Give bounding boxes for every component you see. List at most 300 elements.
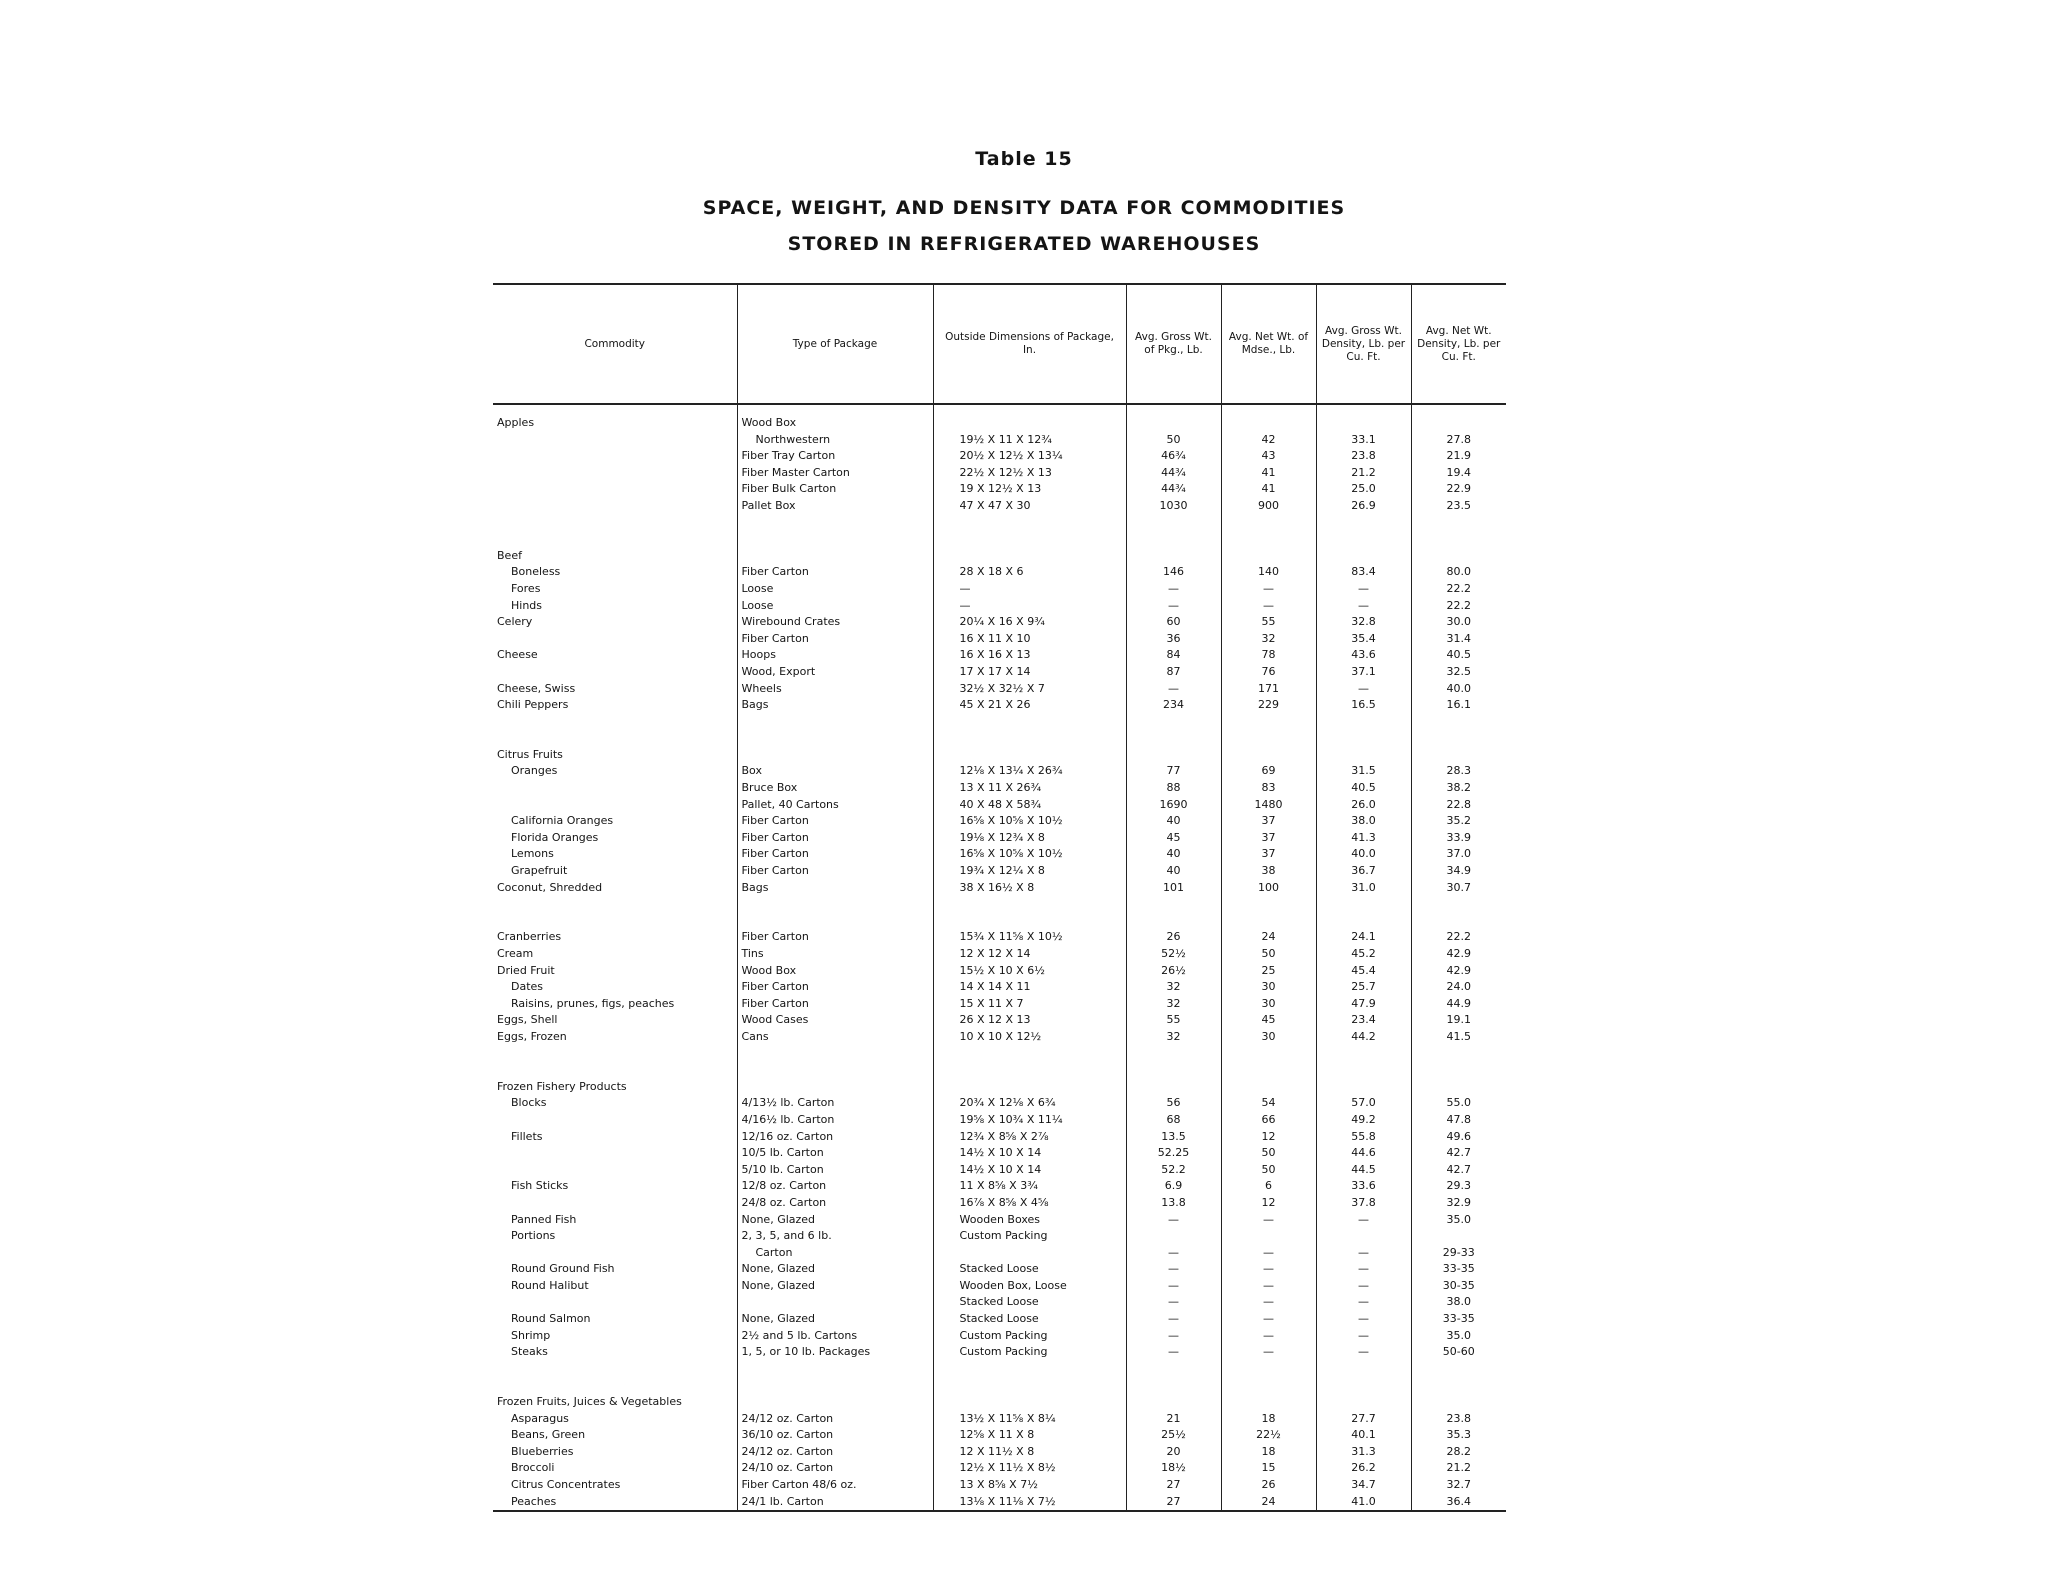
cell-avg-net-weight: 30 — [1221, 996, 1316, 1013]
cell-avg-net-weight: 30 — [1221, 979, 1316, 996]
cell-package-type: 12/8 oz. Carton — [737, 1178, 933, 1195]
header-row — [493, 284, 1506, 404]
cell-avg-gross-density: 36.7 — [1316, 863, 1411, 880]
cell-avg-gross-density: 25.0 — [1316, 481, 1411, 498]
cell-outside-dimensions — [933, 404, 1126, 432]
cell-outside-dimensions — [933, 896, 1126, 913]
cell-avg-net-density: 38.2 — [1411, 780, 1506, 797]
cell-commodity: Fish Sticks — [497, 1179, 569, 1193]
cell-avg-net-density — [1411, 515, 1506, 532]
cell-package-type — [737, 1079, 933, 1096]
cell-commodity — [493, 1294, 737, 1311]
cell-avg-net-weight: 78 — [1221, 647, 1316, 664]
cell-commodity — [493, 432, 737, 449]
table-row — [493, 1079, 1506, 1096]
cell-avg-net-density: 40.5 — [1411, 647, 1506, 664]
cell-outside-dimensions: 19⅝ X 10¾ X 11¼ — [933, 1112, 1126, 1129]
cell-avg-gross-weight: 45 — [1126, 830, 1221, 847]
cell-package-type: Fiber Carton 48/6 oz. — [737, 1477, 933, 1494]
cell-avg-net-density: 24.0 — [1411, 979, 1506, 996]
table-row — [493, 1261, 1506, 1278]
cell-package-type: Wirebound Crates — [737, 614, 933, 631]
cell-commodity: Beans, Green — [497, 1428, 586, 1442]
cell-avg-gross-weight: 44¾ — [1126, 481, 1221, 498]
cell-avg-gross-density: — — [1316, 681, 1411, 698]
table-row — [493, 880, 1506, 897]
cell-outside-dimensions — [933, 531, 1126, 548]
cell-package-type: Fiber Carton — [737, 863, 933, 880]
cell-avg-gross-density: 40.1 — [1316, 1427, 1411, 1444]
cell-avg-net-density — [1411, 714, 1506, 731]
cell-package-type: Wood Box — [737, 404, 933, 432]
cell-outside-dimensions: 16⅝ X 10⅝ X 10½ — [933, 813, 1126, 830]
cell-avg-net-density: 44.9 — [1411, 996, 1506, 1013]
cell-avg-net-density: 33-35 — [1411, 1261, 1506, 1278]
cell-avg-gross-weight: 50 — [1126, 432, 1221, 449]
cell-package-type: Fiber Master Carton — [737, 465, 933, 482]
cell-avg-net-density: 30.7 — [1411, 880, 1506, 897]
cell-commodity — [493, 1145, 737, 1162]
cell-avg-net-density: 23.8 — [1411, 1411, 1506, 1428]
cell-package-type — [737, 1294, 933, 1311]
cell-avg-gross-density: 45.2 — [1316, 946, 1411, 963]
cell-outside-dimensions: 19½ X 11 X 12¾ — [933, 432, 1126, 449]
cell-package-type: None, Glazed — [737, 1261, 933, 1278]
cell-avg-net-density: 30.0 — [1411, 614, 1506, 631]
cell-commodity: Dried Fruit — [497, 963, 555, 977]
cell-avg-gross-weight — [1126, 896, 1221, 913]
table-body — [493, 404, 1506, 1511]
cell-avg-gross-weight: 40 — [1126, 863, 1221, 880]
cell-package-type — [737, 548, 933, 565]
cell-avg-gross-density: — — [1316, 1311, 1411, 1328]
cell-avg-net-density — [1411, 730, 1506, 747]
cell-avg-net-weight: 41 — [1221, 481, 1316, 498]
cell-outside-dimensions — [933, 1361, 1126, 1378]
table-row — [493, 581, 1506, 598]
table-row — [493, 1178, 1506, 1195]
cell-avg-net-density: 55.0 — [1411, 1095, 1506, 1112]
cell-avg-gross-density: — — [1316, 581, 1411, 598]
cell-outside-dimensions: Stacked Loose — [933, 1261, 1126, 1278]
header-outside-dimensions: Outside Dimensions of Package, In. — [933, 284, 1126, 404]
cell-avg-gross-density: — — [1316, 1261, 1411, 1278]
cell-outside-dimensions: 13⅛ X 11⅛ X 7½ — [933, 1494, 1126, 1512]
cell-outside-dimensions: 28 X 18 X 6 — [933, 564, 1126, 581]
cell-avg-net-weight — [1221, 1228, 1316, 1245]
cell-avg-net-weight: 22½ — [1221, 1427, 1316, 1444]
cell-avg-gross-density: 49.2 — [1316, 1112, 1411, 1129]
cell-avg-gross-weight — [1126, 1394, 1221, 1411]
cell-outside-dimensions: 14 X 14 X 11 — [933, 979, 1126, 996]
cell-commodity: Dates — [497, 980, 544, 994]
cell-avg-net-density: 21.9 — [1411, 448, 1506, 465]
cell-outside-dimensions: 22½ X 12½ X 13 — [933, 465, 1126, 482]
cell-avg-net-weight: 171 — [1221, 681, 1316, 698]
table-title-line-2: STORED IN REFRIGERATED WAREHOUSES — [787, 233, 1261, 255]
cell-avg-gross-weight: 44¾ — [1126, 465, 1221, 482]
cell-package-type: Northwestern — [737, 432, 933, 449]
cell-avg-gross-density: 45.4 — [1316, 963, 1411, 980]
cell-avg-net-density: 35.0 — [1411, 1328, 1506, 1345]
cell-commodity — [493, 1112, 737, 1129]
table-row — [493, 1162, 1506, 1179]
cell-avg-net-density: 42.9 — [1411, 946, 1506, 963]
cell-package-type: Fiber Carton — [737, 813, 933, 830]
cell-package-type: 24/10 oz. Carton — [737, 1460, 933, 1477]
cell-avg-net-weight: 55 — [1221, 614, 1316, 631]
cell-avg-net-weight: 50 — [1221, 1145, 1316, 1162]
cell-avg-gross-weight — [1126, 548, 1221, 565]
cell-outside-dimensions: 19 X 12½ X 13 — [933, 481, 1126, 498]
cell-avg-gross-density: 24.1 — [1316, 929, 1411, 946]
cell-outside-dimensions: 16⅝ X 10⅝ X 10½ — [933, 846, 1126, 863]
cell-avg-gross-weight: 18½ — [1126, 1460, 1221, 1477]
table-row — [493, 780, 1506, 797]
table-row — [493, 1228, 1506, 1245]
cell-outside-dimensions: 20¾ X 12⅛ X 6¾ — [933, 1095, 1126, 1112]
cell-avg-net-density: 33-35 — [1411, 1311, 1506, 1328]
table-row — [493, 697, 1506, 714]
cell-outside-dimensions: 17 X 17 X 14 — [933, 664, 1126, 681]
cell-commodity: Coconut, Shredded — [497, 880, 603, 894]
cell-avg-gross-weight: 40 — [1126, 846, 1221, 863]
cell-outside-dimensions: — — [933, 598, 1126, 615]
cell-outside-dimensions: 16⅞ X 8⅝ X 4⅝ — [933, 1195, 1126, 1212]
table-number: Table 15 — [975, 148, 1073, 170]
cell-avg-gross-weight — [1126, 714, 1221, 731]
cell-package-type — [737, 896, 933, 913]
cell-avg-gross-density: 26.0 — [1316, 797, 1411, 814]
cell-avg-net-weight: 30 — [1221, 1029, 1316, 1046]
cell-avg-net-weight: — — [1221, 1311, 1316, 1328]
cell-commodity — [493, 1377, 737, 1394]
table-row — [493, 1411, 1506, 1428]
cell-avg-gross-weight: — — [1126, 598, 1221, 615]
cell-avg-gross-density: — — [1316, 1328, 1411, 1345]
cell-avg-net-weight: 43 — [1221, 448, 1316, 465]
cell-avg-net-weight: 25 — [1221, 963, 1316, 980]
cell-outside-dimensions: 12¾ X 8⅝ X 2⅞ — [933, 1129, 1126, 1146]
cell-commodity — [493, 896, 737, 913]
cell-commodity: Cheese — [497, 648, 538, 662]
cell-avg-gross-density: — — [1316, 1245, 1411, 1262]
cell-package-type: Wood Box — [737, 963, 933, 980]
cell-package-type: Bags — [737, 880, 933, 897]
cell-avg-net-weight — [1221, 714, 1316, 731]
cell-commodity — [493, 448, 737, 465]
cell-package-type: Bruce Box — [737, 780, 933, 797]
table-row — [493, 946, 1506, 963]
cell-avg-net-weight: 54 — [1221, 1095, 1316, 1112]
cell-outside-dimensions: 11 X 8⅝ X 3¾ — [933, 1178, 1126, 1195]
cell-package-type — [737, 913, 933, 930]
cell-package-type — [737, 515, 933, 532]
cell-avg-net-density: 38.0 — [1411, 1294, 1506, 1311]
cell-commodity — [493, 797, 737, 814]
cell-package-type — [737, 531, 933, 548]
cell-package-type: Carton — [737, 1245, 933, 1262]
cell-outside-dimensions — [933, 1377, 1126, 1394]
cell-package-type: 10/5 lb. Carton — [737, 1145, 933, 1162]
cell-commodity: Frozen Fruits, Juices & Vegetables — [497, 1395, 682, 1409]
cell-avg-gross-weight: 68 — [1126, 1112, 1221, 1129]
cell-avg-gross-weight — [1126, 531, 1221, 548]
cell-avg-gross-density — [1316, 730, 1411, 747]
cell-outside-dimensions: 14½ X 10 X 14 — [933, 1145, 1126, 1162]
cell-package-type: Fiber Bulk Carton — [737, 481, 933, 498]
cell-avg-net-weight — [1221, 896, 1316, 913]
table-row — [493, 813, 1506, 830]
cell-commodity: Florida Oranges — [497, 830, 599, 844]
cell-commodity — [493, 631, 737, 648]
cell-outside-dimensions — [933, 1079, 1126, 1096]
cell-commodity — [493, 1046, 737, 1063]
cell-commodity: Panned Fish — [497, 1212, 577, 1226]
cell-commodity: Celery — [497, 615, 533, 629]
table-row — [493, 564, 1506, 581]
cell-avg-gross-density: 26.9 — [1316, 498, 1411, 515]
cell-avg-net-weight: — — [1221, 1328, 1316, 1345]
cell-package-type: 36/10 oz. Carton — [737, 1427, 933, 1444]
cell-avg-net-weight: 24 — [1221, 929, 1316, 946]
cell-avg-net-density: 35.3 — [1411, 1427, 1506, 1444]
cell-package-type: Box — [737, 763, 933, 780]
cell-commodity — [493, 515, 737, 532]
table-row — [493, 1328, 1506, 1345]
cell-avg-gross-weight: 56 — [1126, 1095, 1221, 1112]
cell-avg-gross-density: 35.4 — [1316, 631, 1411, 648]
cell-avg-gross-weight: 101 — [1126, 880, 1221, 897]
cell-avg-net-density: 37.0 — [1411, 846, 1506, 863]
cell-avg-net-weight: 45 — [1221, 1012, 1316, 1029]
cell-outside-dimensions: 12 X 12 X 14 — [933, 946, 1126, 963]
cell-avg-net-weight: 6 — [1221, 1178, 1316, 1195]
cell-avg-gross-weight — [1126, 1228, 1221, 1245]
cell-avg-gross-weight — [1126, 1079, 1221, 1096]
cell-avg-net-density: 31.4 — [1411, 631, 1506, 648]
table-row — [493, 1344, 1506, 1361]
cell-avg-net-density — [1411, 1079, 1506, 1096]
cell-commodity: Broccoli — [497, 1461, 555, 1475]
table-row — [493, 730, 1506, 747]
cell-outside-dimensions: Stacked Loose — [933, 1294, 1126, 1311]
cell-avg-net-weight: 69 — [1221, 763, 1316, 780]
cell-avg-gross-weight — [1126, 913, 1221, 930]
cell-avg-net-weight — [1221, 1062, 1316, 1079]
cell-package-type: 1, 5, or 10 lb. Packages — [737, 1344, 933, 1361]
table-row — [493, 830, 1506, 847]
cell-avg-net-density: 28.3 — [1411, 763, 1506, 780]
table-row — [493, 614, 1506, 631]
cell-avg-gross-weight: — — [1126, 1311, 1221, 1328]
cell-commodity: Fillets — [497, 1129, 543, 1143]
cell-avg-net-density: 22.9 — [1411, 481, 1506, 498]
cell-avg-gross-density — [1316, 1228, 1411, 1245]
table-row — [493, 1494, 1506, 1512]
cell-avg-gross-weight: 13.8 — [1126, 1195, 1221, 1212]
cell-avg-gross-weight: 77 — [1126, 763, 1221, 780]
cell-avg-net-density — [1411, 1377, 1506, 1394]
cell-avg-gross-density: — — [1316, 1212, 1411, 1229]
cell-avg-net-density — [1411, 1361, 1506, 1378]
cell-avg-gross-weight: — — [1126, 1344, 1221, 1361]
cell-avg-gross-density — [1316, 548, 1411, 565]
cell-avg-gross-weight: 21 — [1126, 1411, 1221, 1428]
cell-commodity: Round Halibut — [497, 1278, 589, 1292]
cell-package-type — [737, 1062, 933, 1079]
cell-commodity — [493, 780, 737, 797]
table-row — [493, 1444, 1506, 1461]
cell-avg-net-density — [1411, 1394, 1506, 1411]
cell-avg-gross-density: 31.5 — [1316, 763, 1411, 780]
cell-avg-gross-density — [1316, 1079, 1411, 1096]
cell-avg-gross-weight — [1126, 730, 1221, 747]
table-row — [493, 531, 1506, 548]
cell-avg-net-weight — [1221, 404, 1316, 432]
cell-outside-dimensions — [933, 730, 1126, 747]
table-row — [493, 598, 1506, 615]
cell-avg-gross-weight: 26 — [1126, 929, 1221, 946]
cell-outside-dimensions: 12⅛ X 13¼ X 26¾ — [933, 763, 1126, 780]
cell-avg-net-density: 34.9 — [1411, 863, 1506, 880]
cell-avg-gross-density: 55.8 — [1316, 1129, 1411, 1146]
cell-avg-net-density: 80.0 — [1411, 564, 1506, 581]
cell-package-type: Wood, Export — [737, 664, 933, 681]
cell-avg-net-density: 19.4 — [1411, 465, 1506, 482]
cell-commodity: Beef — [497, 548, 522, 562]
cell-avg-gross-density — [1316, 714, 1411, 731]
table-row — [493, 846, 1506, 863]
cell-avg-net-weight: 26 — [1221, 1477, 1316, 1494]
cell-package-type: Fiber Carton — [737, 929, 933, 946]
cell-outside-dimensions — [933, 747, 1126, 764]
cell-avg-net-weight: — — [1221, 1278, 1316, 1295]
cell-avg-net-density — [1411, 896, 1506, 913]
table-row — [493, 763, 1506, 780]
cell-avg-gross-weight: 46¾ — [1126, 448, 1221, 465]
cell-outside-dimensions: 15 X 11 X 7 — [933, 996, 1126, 1013]
cell-avg-gross-density: 44.2 — [1316, 1029, 1411, 1046]
cell-avg-gross-density: — — [1316, 598, 1411, 615]
cell-avg-gross-density: 44.6 — [1316, 1145, 1411, 1162]
cell-outside-dimensions: 15¾ X 11⅝ X 10½ — [933, 929, 1126, 946]
cell-commodity — [493, 1062, 737, 1079]
cell-avg-net-density: 22.8 — [1411, 797, 1506, 814]
table-row — [493, 1145, 1506, 1162]
cell-avg-net-density: 42.9 — [1411, 963, 1506, 980]
header-commodity: Commodity — [493, 284, 737, 404]
table-row — [493, 515, 1506, 532]
cell-avg-gross-density: 40.5 — [1316, 780, 1411, 797]
cell-package-type: Fiber Carton — [737, 830, 933, 847]
cell-avg-net-density: 32.9 — [1411, 1195, 1506, 1212]
cell-commodity — [493, 1245, 737, 1262]
cell-commodity — [493, 730, 737, 747]
cell-avg-net-density — [1411, 1046, 1506, 1063]
cell-commodity: Frozen Fishery Products — [497, 1079, 627, 1093]
cell-package-type — [737, 1361, 933, 1378]
cell-package-type: None, Glazed — [737, 1212, 933, 1229]
cell-avg-net-density: 29-33 — [1411, 1245, 1506, 1262]
cell-avg-gross-density: — — [1316, 1344, 1411, 1361]
header-package-type: Type of Package — [737, 284, 933, 404]
cell-avg-net-weight: 15 — [1221, 1460, 1316, 1477]
cell-avg-net-weight — [1221, 913, 1316, 930]
cell-avg-net-density: 50-60 — [1411, 1344, 1506, 1361]
cell-package-type: Hoops — [737, 647, 933, 664]
cell-avg-gross-weight: 25½ — [1126, 1427, 1221, 1444]
cell-avg-net-weight — [1221, 548, 1316, 565]
cell-package-type: 24/1 lb. Carton — [737, 1494, 933, 1512]
cell-outside-dimensions: Custom Packing — [933, 1328, 1126, 1345]
cell-package-type: Bags — [737, 697, 933, 714]
table-row — [493, 681, 1506, 698]
cell-avg-net-weight: — — [1221, 1261, 1316, 1278]
cell-avg-net-density: 40.0 — [1411, 681, 1506, 698]
cell-avg-net-weight: 41 — [1221, 465, 1316, 482]
table-row — [493, 1095, 1506, 1112]
cell-avg-gross-weight: — — [1126, 581, 1221, 598]
cell-avg-gross-density: 23.8 — [1316, 448, 1411, 465]
table-row — [493, 1112, 1506, 1129]
cell-avg-net-density — [1411, 913, 1506, 930]
cell-avg-gross-density — [1316, 531, 1411, 548]
cell-avg-gross-density: 25.7 — [1316, 979, 1411, 996]
table-row — [493, 548, 1506, 565]
cell-commodity: Boneless — [497, 565, 561, 579]
cell-avg-gross-density: 47.9 — [1316, 996, 1411, 1013]
cell-avg-net-weight: 83 — [1221, 780, 1316, 797]
cell-avg-net-weight: 32 — [1221, 631, 1316, 648]
cell-avg-gross-weight — [1126, 515, 1221, 532]
cell-package-type: Fiber Carton — [737, 846, 933, 863]
cell-outside-dimensions: 47 X 47 X 30 — [933, 498, 1126, 515]
cell-outside-dimensions: 20¼ X 16 X 9¾ — [933, 614, 1126, 631]
cell-outside-dimensions: — — [933, 581, 1126, 598]
cell-avg-gross-density — [1316, 1361, 1411, 1378]
cell-avg-net-density: 29.3 — [1411, 1178, 1506, 1195]
table-row — [493, 1278, 1506, 1295]
cell-avg-net-density: 47.8 — [1411, 1112, 1506, 1129]
cell-avg-gross-weight: 26½ — [1126, 963, 1221, 980]
table-row — [493, 1029, 1506, 1046]
cell-avg-gross-density: 57.0 — [1316, 1095, 1411, 1112]
cell-avg-net-weight: 50 — [1221, 946, 1316, 963]
cell-avg-gross-weight: — — [1126, 1261, 1221, 1278]
cell-avg-gross-density: — — [1316, 1294, 1411, 1311]
header-avg-gross-density: Avg. Gross Wt. Density, Lb. per Cu. Ft. — [1316, 284, 1411, 404]
table-row — [493, 1311, 1506, 1328]
cell-commodity: Raisins, prunes, figs, peaches — [497, 996, 675, 1010]
cell-package-type: 24/12 oz. Carton — [737, 1444, 933, 1461]
cell-avg-gross-density — [1316, 515, 1411, 532]
cell-package-type: Fiber Carton — [737, 996, 933, 1013]
cell-avg-gross-weight: 27 — [1126, 1494, 1221, 1512]
table-row — [493, 996, 1506, 1013]
cell-avg-gross-density: 38.0 — [1316, 813, 1411, 830]
header-avg-gross-weight: Avg. Gross Wt. of Pkg., Lb. — [1126, 284, 1221, 404]
cell-avg-gross-density: 21.2 — [1316, 465, 1411, 482]
cell-package-type: 4/16½ lb. Carton — [737, 1112, 933, 1129]
cell-commodity — [493, 1162, 737, 1179]
cell-avg-gross-density: 33.1 — [1316, 432, 1411, 449]
cell-outside-dimensions — [933, 714, 1126, 731]
cell-avg-gross-weight: 40 — [1126, 813, 1221, 830]
cell-avg-net-density: 30-35 — [1411, 1278, 1506, 1295]
cell-avg-net-density: 35.2 — [1411, 813, 1506, 830]
table-row — [493, 1012, 1506, 1029]
